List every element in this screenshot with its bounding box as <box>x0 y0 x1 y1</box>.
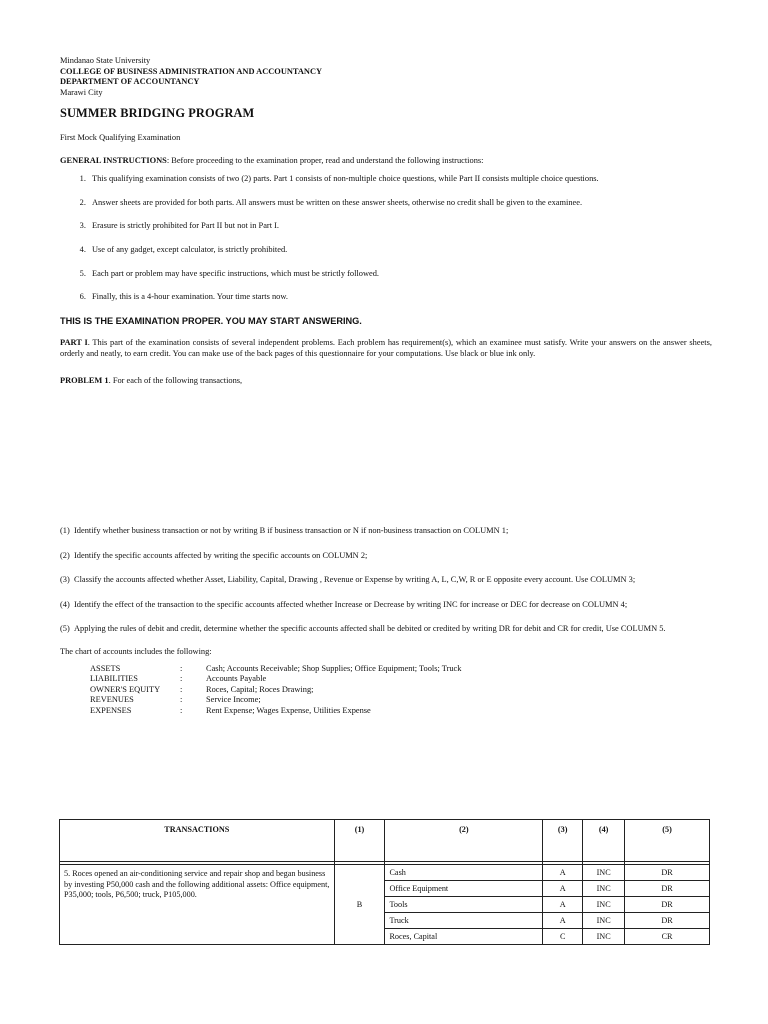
account-effect: INC <box>583 913 625 929</box>
requirement-item <box>60 575 712 586</box>
coa-accounts: Service Income; <box>206 695 261 705</box>
problem1-intro <box>60 376 712 387</box>
university-name: Mindanao State University <box>60 56 151 65</box>
header-col4: (4) <box>583 820 625 862</box>
requirement-item <box>60 600 712 611</box>
coa-category: REVENUES <box>90 695 134 705</box>
coa-row <box>90 664 712 675</box>
document-header <box>60 56 712 98</box>
debit-credit: DR <box>625 865 710 881</box>
coa-accounts: Accounts Payable <box>206 674 267 684</box>
exam-page <box>60 56 712 717</box>
transaction-description: 5. Roces opened an air-conditioning service and repair shop and began business by investing P50,000 cash and the following additional assets: Office equipment, P35,000; tools, P6,500; truck, P105,000. <box>60 865 335 945</box>
header-col3: (3) <box>543 820 583 862</box>
debit-credit: DR <box>625 897 710 913</box>
account-effect: INC <box>583 897 625 913</box>
requirement-text: Identify whether business transaction or not by writing B if business transaction or N if non-business transaction on COLUMN 1; <box>74 526 509 536</box>
account-classification: A <box>543 881 583 897</box>
account-name: Cash <box>385 865 543 881</box>
coa-category: LIABILITIES <box>90 674 138 684</box>
department-name: DEPARTMENT OF ACCOUNTANCY <box>60 77 200 87</box>
coa-category: ASSETS <box>90 663 121 673</box>
account-classification: A <box>543 897 583 913</box>
requirement-number: (1) <box>60 526 70 536</box>
debit-credit: DR <box>625 913 710 929</box>
requirements-list <box>60 526 712 635</box>
header-col1: (1) <box>334 820 385 862</box>
header-col2: (2) <box>385 820 543 862</box>
coa-row <box>90 685 712 696</box>
requirement-number: (5) <box>60 624 70 634</box>
requirement-number: (2) <box>60 550 70 560</box>
coa-row <box>90 674 712 685</box>
general-instructions-label: GENERAL INSTRUCTIONS <box>60 155 167 165</box>
coa-accounts: Cash; Accounts Receivable; Shop Supplies; Office Equipment; Tools; Truck <box>206 663 462 673</box>
account-classification: A <box>543 913 583 929</box>
coa-separator: : <box>180 674 183 684</box>
requirement-item <box>60 624 712 635</box>
instruction-item: 1. This qualifying examination consists of two (2) parts. Part 1 consists of non-multiple choice questions, while Part II consists multiple choice questions. <box>88 174 712 185</box>
instruction-item: 5. Each part or problem may have specific instructions, which must be strictly followed. <box>88 269 712 280</box>
problem1-text: . For each of the following transactions, <box>108 375 243 385</box>
account-effect: INC <box>583 929 625 945</box>
account-name: Tools <box>385 897 543 913</box>
requirement-text: Applying the rules of debit and credit, determine whether the specific accounts affected shall be debited or credited by writing DR for debit and CR for credit, Use COLUMN 5. <box>74 624 666 634</box>
instruction-item: 2. Answer sheets are provided for both parts. All answers must be written on these answer sheets, otherwise no credit shall be given to the examinee. <box>88 198 712 209</box>
general-instructions-text: : Before proceeding to the examination proper, read and understand the following instructions: <box>166 155 484 165</box>
account-name: Roces, Capital <box>385 929 543 945</box>
requirement-number: (3) <box>60 575 70 585</box>
coa-row <box>90 706 712 717</box>
account-effect: INC <box>583 881 625 897</box>
transactions-table <box>59 819 710 945</box>
coa-category: EXPENSES <box>90 706 132 716</box>
coa-separator: : <box>180 706 183 716</box>
coa-accounts: Roces, Capital; Roces Drawing; <box>206 684 314 694</box>
account-effect: INC <box>583 865 625 881</box>
coa-separator: : <box>180 663 183 673</box>
instruction-item: 4. Use of any gadget, except calculator, is strictly prohibited. <box>88 245 712 256</box>
instruction-item: 6. Finally, this is a 4-hour examination. Your time starts now. <box>88 292 712 303</box>
table-header-row <box>60 820 710 862</box>
requirement-text: Identify the specific accounts affected by writing the specific accounts on COLUMN 2; <box>74 550 368 560</box>
table-row <box>60 865 710 881</box>
coa-separator: : <box>180 684 183 694</box>
account-name: Office Equipment <box>385 881 543 897</box>
business-transaction-flag: B <box>334 865 385 945</box>
exam-subtitle: First Mock Qualifying Examination <box>60 132 181 142</box>
coa-category: OWNER'S EQUITY <box>90 684 161 694</box>
part1-label: PART I <box>60 338 88 348</box>
college-name: COLLEGE OF BUSINESS ADMINISTRATION AND ACCOUNTANCY <box>60 66 323 76</box>
header-transactions: TRANSACTIONS <box>60 820 335 862</box>
page-title: SUMMER BRIDGING PROGRAM <box>60 106 255 121</box>
debit-credit: DR <box>625 881 710 897</box>
instruction-item: 3. Erasure is strictly prohibited for Part II but not in Part I. <box>88 221 712 232</box>
coa-row <box>90 695 712 706</box>
requirement-item <box>60 526 712 537</box>
instruction-list <box>60 174 712 303</box>
coa-accounts: Rent Expense; Wages Expense, Utilities Expense <box>206 706 371 716</box>
exam-proper-notice: THIS IS THE EXAMINATION PROPER. YOU MAY START ANSWERING. <box>60 315 362 326</box>
city-name: Marawi City <box>60 87 103 97</box>
part1-text: . This part of the examination consists of several independent problems. Each problem has requirement(s), which an examinee must satisfy. Write your answers on the answer sheets, orderly and neatly, to earn credit. You can make use of the back pages of this questionnaire for your computations. Use black or blue ink only. <box>60 338 712 358</box>
requirement-text: Identify the effect of the transaction to the specific accounts affected whether Increase or Decrease by writing INC for increase or DEC for decrease on COLUMN 4; <box>74 599 628 609</box>
account-classification: A <box>543 865 583 881</box>
coa-separator: : <box>180 695 183 705</box>
requirement-text: Classify the accounts affected whether Asset, Liability, Capital, Drawing , Revenue or Expense by writing A, L, C,W, R or E opposite every account. Use COLUMN 3; <box>74 575 636 585</box>
part1-instructions <box>60 338 712 359</box>
account-name: Truck <box>385 913 543 929</box>
debit-credit: CR <box>625 929 710 945</box>
chart-of-accounts-intro: The chart of accounts includes the following: <box>60 647 212 657</box>
chart-of-accounts <box>90 664 712 717</box>
account-classification: C <box>543 929 583 945</box>
general-instructions <box>60 156 712 167</box>
requirement-number: (4) <box>60 599 70 609</box>
requirement-item <box>60 551 712 562</box>
header-col5: (5) <box>625 820 710 862</box>
problem1-label: PROBLEM 1 <box>60 375 109 385</box>
